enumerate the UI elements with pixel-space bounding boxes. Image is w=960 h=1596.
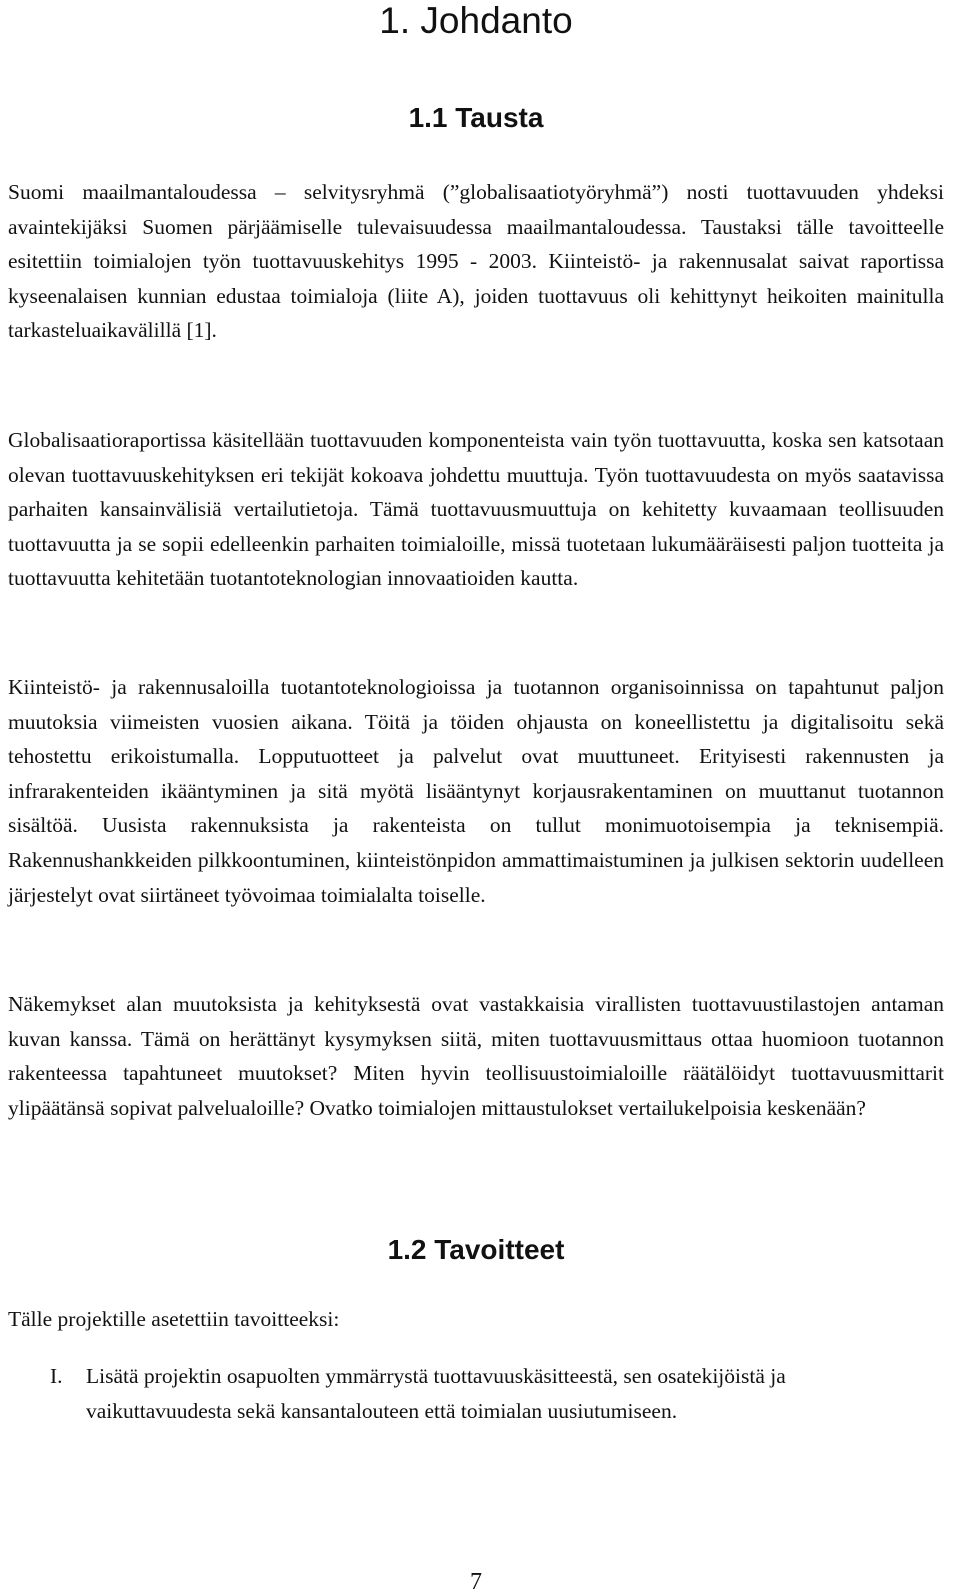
paragraph-4: Näkemykset alan muutoksista ja kehityksestä ovat vastakkaisia virallisten tuottavuustilastojen antaman kuvan kanssa. Tämä on herättänyt kysymyksen siitä, miten tuottavuusmittaus ottaa huomioon tuotannon rakenteessa tapahtuneet muutokset? Miten hyvin teollisuustoimialoille räätälöidyt tuottavuusmittarit ylipäätänsä sopivat palvelualoille? Ovatko toimialojen mittaustulokset vertailukelpoisia keskenään? — [8, 992, 944, 1120]
paragraph-3: Kiinteistö- ja rakennusaloilla tuotantoteknologioissa ja tuotannon organisoinnissa on tapahtunut paljon muutoksia viimeisten vuosien aikana. Töitä ja töiden ohjausta on koneellistettu ja digitalisoitu sekä tehostettu erikoistumalla. Lopputuotteet ja palvelut ovat muuttuneet. Erityisesti rakennusten ja infrarakenteiden ikääntyminen ja sitä myötä lisääntynyt korjausrakentaminen on muuttanut tuotannon sisältöä. Uusista rakennuksista ja rakenteista on tullut monimuotoisempia ja teknisempiä. Rakennushankkeiden pilkkoontuminen, kiinteistönpidon ammattimaistuminen ja julkisen sektorin uudelleen järjestelyt ovat siirtäneet työvoimaa toimialalta toiselle. — [8, 675, 944, 907]
page-number: 7 — [470, 1569, 482, 1595]
goal-list-marker: I. — [50, 1364, 63, 1388]
document-page — [8, 0, 944, 1593]
goals-intro: Tälle projektille asetettiin tavoitteeksi: — [8, 1307, 340, 1331]
paragraph-2: Globalisaatioraportissa käsitellään tuottavuuden komponenteista vain työn tuottavuutta, koska sen katsotaan olevan tuottavuuskehityksen eri tekijät kokoava johdettu muuttuja. Työn tuottavuudesta on myös saatavissa parhaiten kansainvälisiä vertailutietoja. Tämä tuottavuusmuuttuja on kehitetty kuvaamaan teollisuuden tuottavuutta ja se sopii edelleenkin parhaiten toimialoille, missä tuotetaan lukumääräisesti paljon tuotteita ja tuottavuutta kehitetään tuotantoteknologian innovaatioiden kautta. — [8, 428, 944, 591]
paragraph-1: Suomi maailmantaloudessa – selvitysryhmä (”globalisaatiotyöryhmä”) nosti tuottavuuden yhdeksi avaintekijäksi Suomen pärjäämiselle tulevaisuudessa maailmantaloudessa. Taustaksi tälle tavoitteelle esitettiin toimialojen työn tuottavuuskehitys 1995 - 2003. Kiinteistö- ja rakennusalat saivat raportissa kyseenalaisen kunnian edustaa toimialoja (liite A), joiden tuottavuus oli kehittynyt heikoiten mainitulla tarkasteluaikavälillä [1]. — [8, 180, 944, 343]
chapter-title: 1. Johdanto — [379, 0, 573, 41]
section-heading-tausta: 1.1 Tausta — [408, 102, 544, 133]
section-heading-tavoitteet: 1.2 Tavoitteet — [387, 1234, 565, 1265]
goal-list-text: Lisätä projektin osapuolten ymmärrystä tuottavuuskäsitteestä, sen osatekijöistä ja vaikuttavuudesta sekä kansantalouteen että toimialan uusiutumiseen. — [86, 1364, 786, 1423]
